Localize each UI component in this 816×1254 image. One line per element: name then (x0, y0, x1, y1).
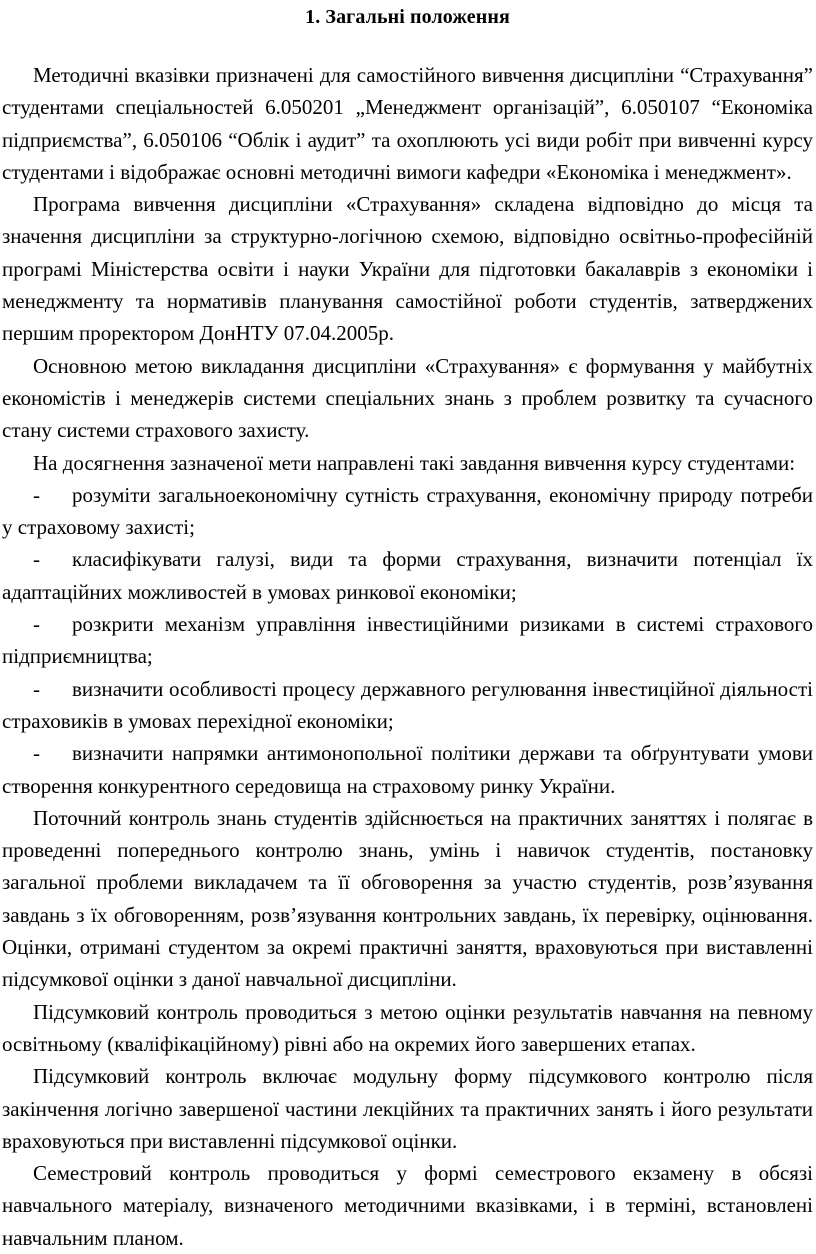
section-title: 1. Загальні положення (305, 6, 510, 28)
list-marker: - (33, 482, 40, 507)
intro-paragraph-purpose: Методичні вказівки призначені для самостійного вивчення дисципліни “Страхування” студентами спеціальностей 6.050201 „Менеджмент організацій”, 6.050107 “Економіка підприємства”, 6.050106 “Облік і аудит” та охоплюють усі види робіт при вивченні курсу студентами і відображає основні методичні вимоги кафедри «Економіка і менеджмент». (2, 63, 813, 184)
intro-paragraph-goal: Основною метою викладання дисципліни «Страхування» є формування у майбутніх економістів і менеджерів системи спеціальних знань з проблем розвитку та сучасного стану системи страхового захисту. (2, 353, 813, 443)
intro-paragraph-tasks-lead: На досягнення зазначеної мети направлені такі завдання вивчення курсу студентами: (33, 450, 796, 475)
list-item (2, 737, 813, 802)
control-paragraph-final-form: Підсумковий контроль включає модульну форму підсумкового контролю після закінчення логічно завершеної частини лекційних та практичних занять і його результати враховуються при виставленні підсумкової оцінки. (2, 1064, 813, 1153)
list-item (2, 673, 813, 738)
list-marker: - (33, 676, 40, 701)
list-marker: - (33, 547, 40, 572)
list-item-text: визначити напрямки антимонопольної політики держави та обґрунтувати умови створення конкурентного середовища на страховому ринку України. (2, 741, 813, 798)
control-paragraph-final-purpose: Підсумковий контроль проводиться з метою оцінки результатів навчання на певному освітньому (кваліфікаційному) рівні або на окремих його завершених етапах. (2, 999, 813, 1056)
list-marker: - (33, 741, 40, 766)
control-paragraph-current: Поточний контроль знань студентів здійснюється на практичних заняттях і полягає в проведенні попереднього контролю знань, умінь і навичок студентів, постановку загальної проблеми викладачем та її обговорення за участю студентів, розв’язування завдань з їх обговоренням, розв’язування контрольних завдань, їх перевірку, оцінювання. Оцінки, отримані студентом за окремі практичні заняття, враховуються при виставленні підсумкової оцінки з даної навчальної дисципліни. (2, 805, 813, 992)
control-paragraph-semester: Семестровий контроль проводиться у формі семестрового екзамену в обсязі навчального матеріалу, визначеного методичними вказівками, і в терміні, встановлені навчальним планом. (2, 1161, 813, 1250)
list-item (2, 543, 813, 608)
intro-paragraph-program: Програма вивчення дисципліни «Страхування» складена відповідно до місця та значення дисципліни за структурно-логічною схемою, відповідно освітньо-професійній програмі Міністерства освіти і науки України для підготовки бакалаврів з економіки і менеджменту та нормативів планування самостійної роботи студентів, затверджених першим проректором ДонНТУ 07.04.2005р. (2, 192, 813, 346)
list-item (2, 608, 813, 673)
list-item-text: класифікувати галузі, види та форми страхування, визначити потенціал їх адаптаційних можливостей в умовах ринкової економіки; (2, 547, 813, 604)
tasks-list (2, 479, 813, 802)
list-item-text: розуміти загальноекономічну сутність страхування, економічну природу потреби у страховому захисті; (2, 482, 813, 540)
list-marker: - (33, 612, 40, 637)
list-item-text: розкрити механізм управління інвестиційними ризиками в системі страхового підприємництва; (2, 612, 813, 669)
list-item (2, 479, 813, 544)
list-item-text: визначити особливості процесу державного регулювання інвестиційної діяльності страховиків в умовах перехідної економіки; (2, 676, 813, 733)
